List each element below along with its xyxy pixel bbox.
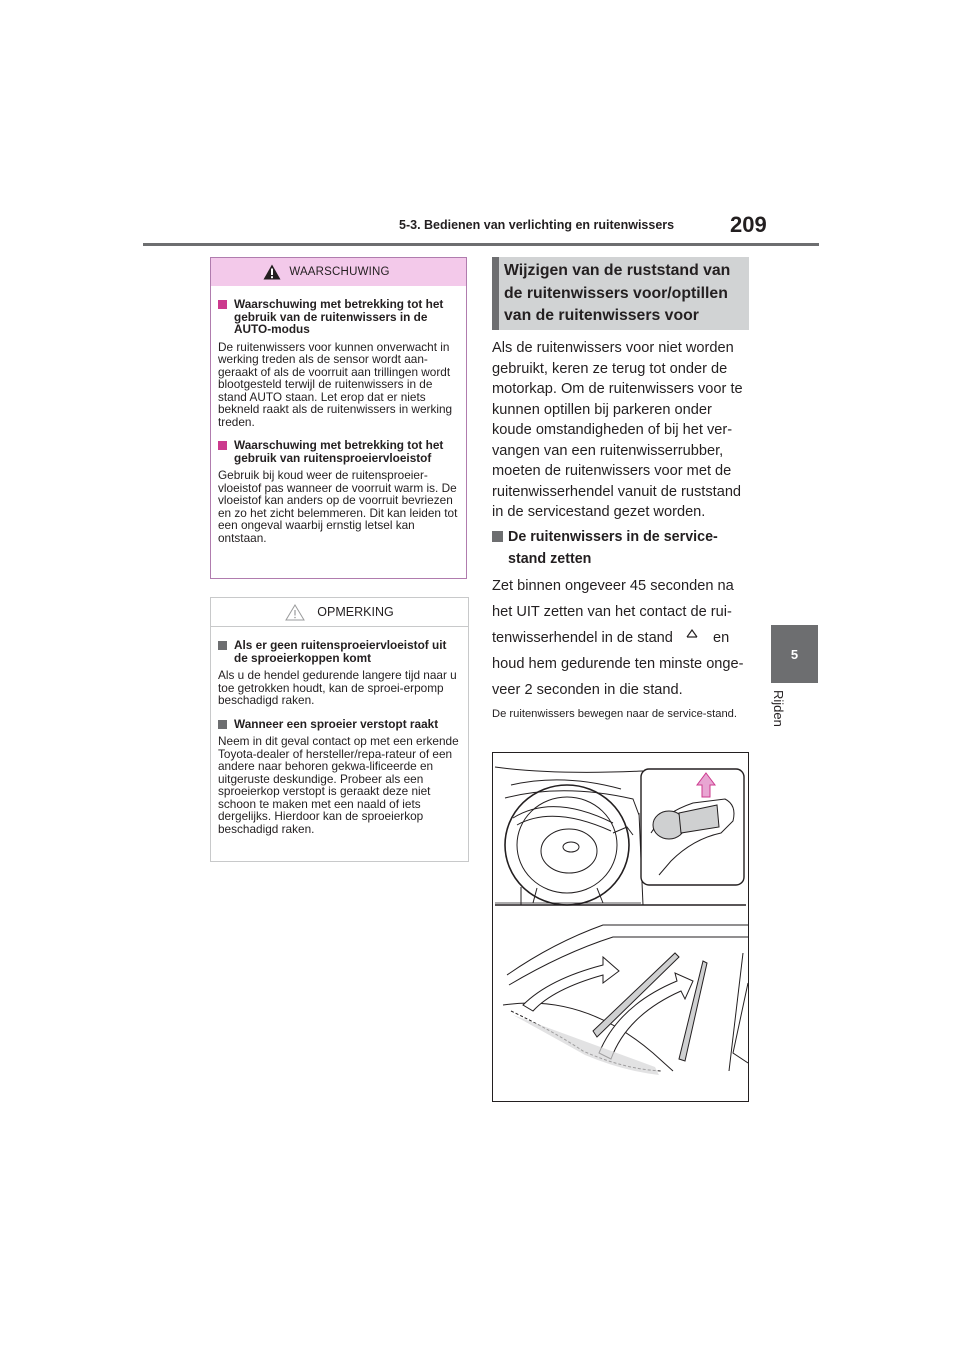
warning-item-heading: Waarschuwing met betrekking tot het gebruik van ruitensproeiervloeistof (218, 439, 459, 464)
note-item-text: Als u de hendel gedurende langere tijd naar u toe getrokken houdt, kan de sproei-erpomp beschadigd raken. (218, 668, 457, 707)
section-title: Wijzigen van de ruststand van de ruitenwissers voor/optillen van de ruitenwissers voor (492, 257, 749, 330)
warning-triangle-icon (263, 264, 281, 280)
header-divider (143, 243, 819, 246)
chapter-label (771, 690, 804, 750)
caution-triangle-icon (285, 604, 305, 621)
chapter-label-text: Rijden (771, 690, 786, 727)
instruction-paragraph: Zet binnen ongeveer 45 seconden na het UIT zetten van het contact de rui-tenwisserhendel in de stand en houd hem gedurende ten minste onge-veer 2 seconden in die stand. (492, 578, 744, 698)
section-title-bar (492, 257, 499, 330)
bullet-square-icon (218, 300, 227, 309)
chapter-tab (771, 625, 818, 683)
note-title: OPMERKING (317, 605, 394, 619)
warning-title: WAARSCHUWING (289, 266, 390, 278)
illustration-caption: De ruitenwissers bewegen naar de service-stand. (492, 708, 738, 720)
service-heading: De ruitenwissers in de service-stand zetten (492, 526, 750, 570)
mist-position-icon (683, 627, 701, 639)
note-header (211, 598, 468, 627)
chapter-number: 5 (790, 646, 799, 662)
note-item-heading: Als er geen ruitensproeiervloeistof uit de sproeierkoppen komt (218, 639, 461, 664)
bullet-square-icon (218, 441, 227, 450)
bullet-square-icon (218, 720, 227, 729)
intro-paragraph: Als de ruitenwissers voor niet worden gebruikt, keren ze terug tot onder de motorkap. Om de ruitenwissers voor te kunnen optillen bij parkeren onder koude omstandigheden of bij het ver-vangen van een ruitenwisserrubber, moeten de ruitenwissers voor met de ruitenwisserhendel vanuit de ruststand in de servicestand gezet worden. (492, 340, 743, 520)
bullet-square-icon (218, 641, 227, 650)
page-number: 209 (730, 212, 767, 237)
note-item-heading: Wanneer een sproeier verstopt raakt (218, 718, 461, 731)
bullet-square-icon (492, 531, 503, 542)
note-item-text: Neem in dit geval contact op met een erkende Toyota-dealer of hersteller/repa-rateur of een andere naar behoren gekwa-lificeerde en uitgeruste deskundige. Probeer als een sproeierkop verstopt is geraakt deze niet schoon te maken met een naald of iets dergelijks. Hierdoor kan de sproeierkop beschadigd raken. (218, 734, 459, 836)
warning-item-heading: Waarschuwing met betrekking tot het gebruik van de ruitenwissers in de AUTO-modus (218, 298, 459, 336)
warning-item-text: Gebruik bij koud weer de ruitensproeier-vloeistof pas wanneer de voorruit warm is. De vloeistof kan anders op de voorruit bevriezen en zo het zicht belemmeren. Dit kan leiden tot een ongeval waarbij ernstig letsel kan ontstaan. (218, 468, 458, 545)
warning-header (211, 258, 466, 286)
warning-item-text: De ruitenwissers voor kunnen onverwacht in werking treden als de sensor wordt aan-geraakt of als de voorruit aan trillingen wordt blootgesteld terwijl de ruitenwissers in de stand AUTO staan. Let erop dat er niets bekneld raakt als de ruitenwissers in werking treden. (218, 339, 453, 429)
wiper-illustration (492, 752, 749, 1102)
warning-box (210, 257, 467, 579)
header-section-title: 5-3. Bedienen van verlichting en ruitenwissers (399, 218, 675, 232)
note-box (210, 597, 469, 862)
wiper-service-illustration (493, 753, 748, 1101)
